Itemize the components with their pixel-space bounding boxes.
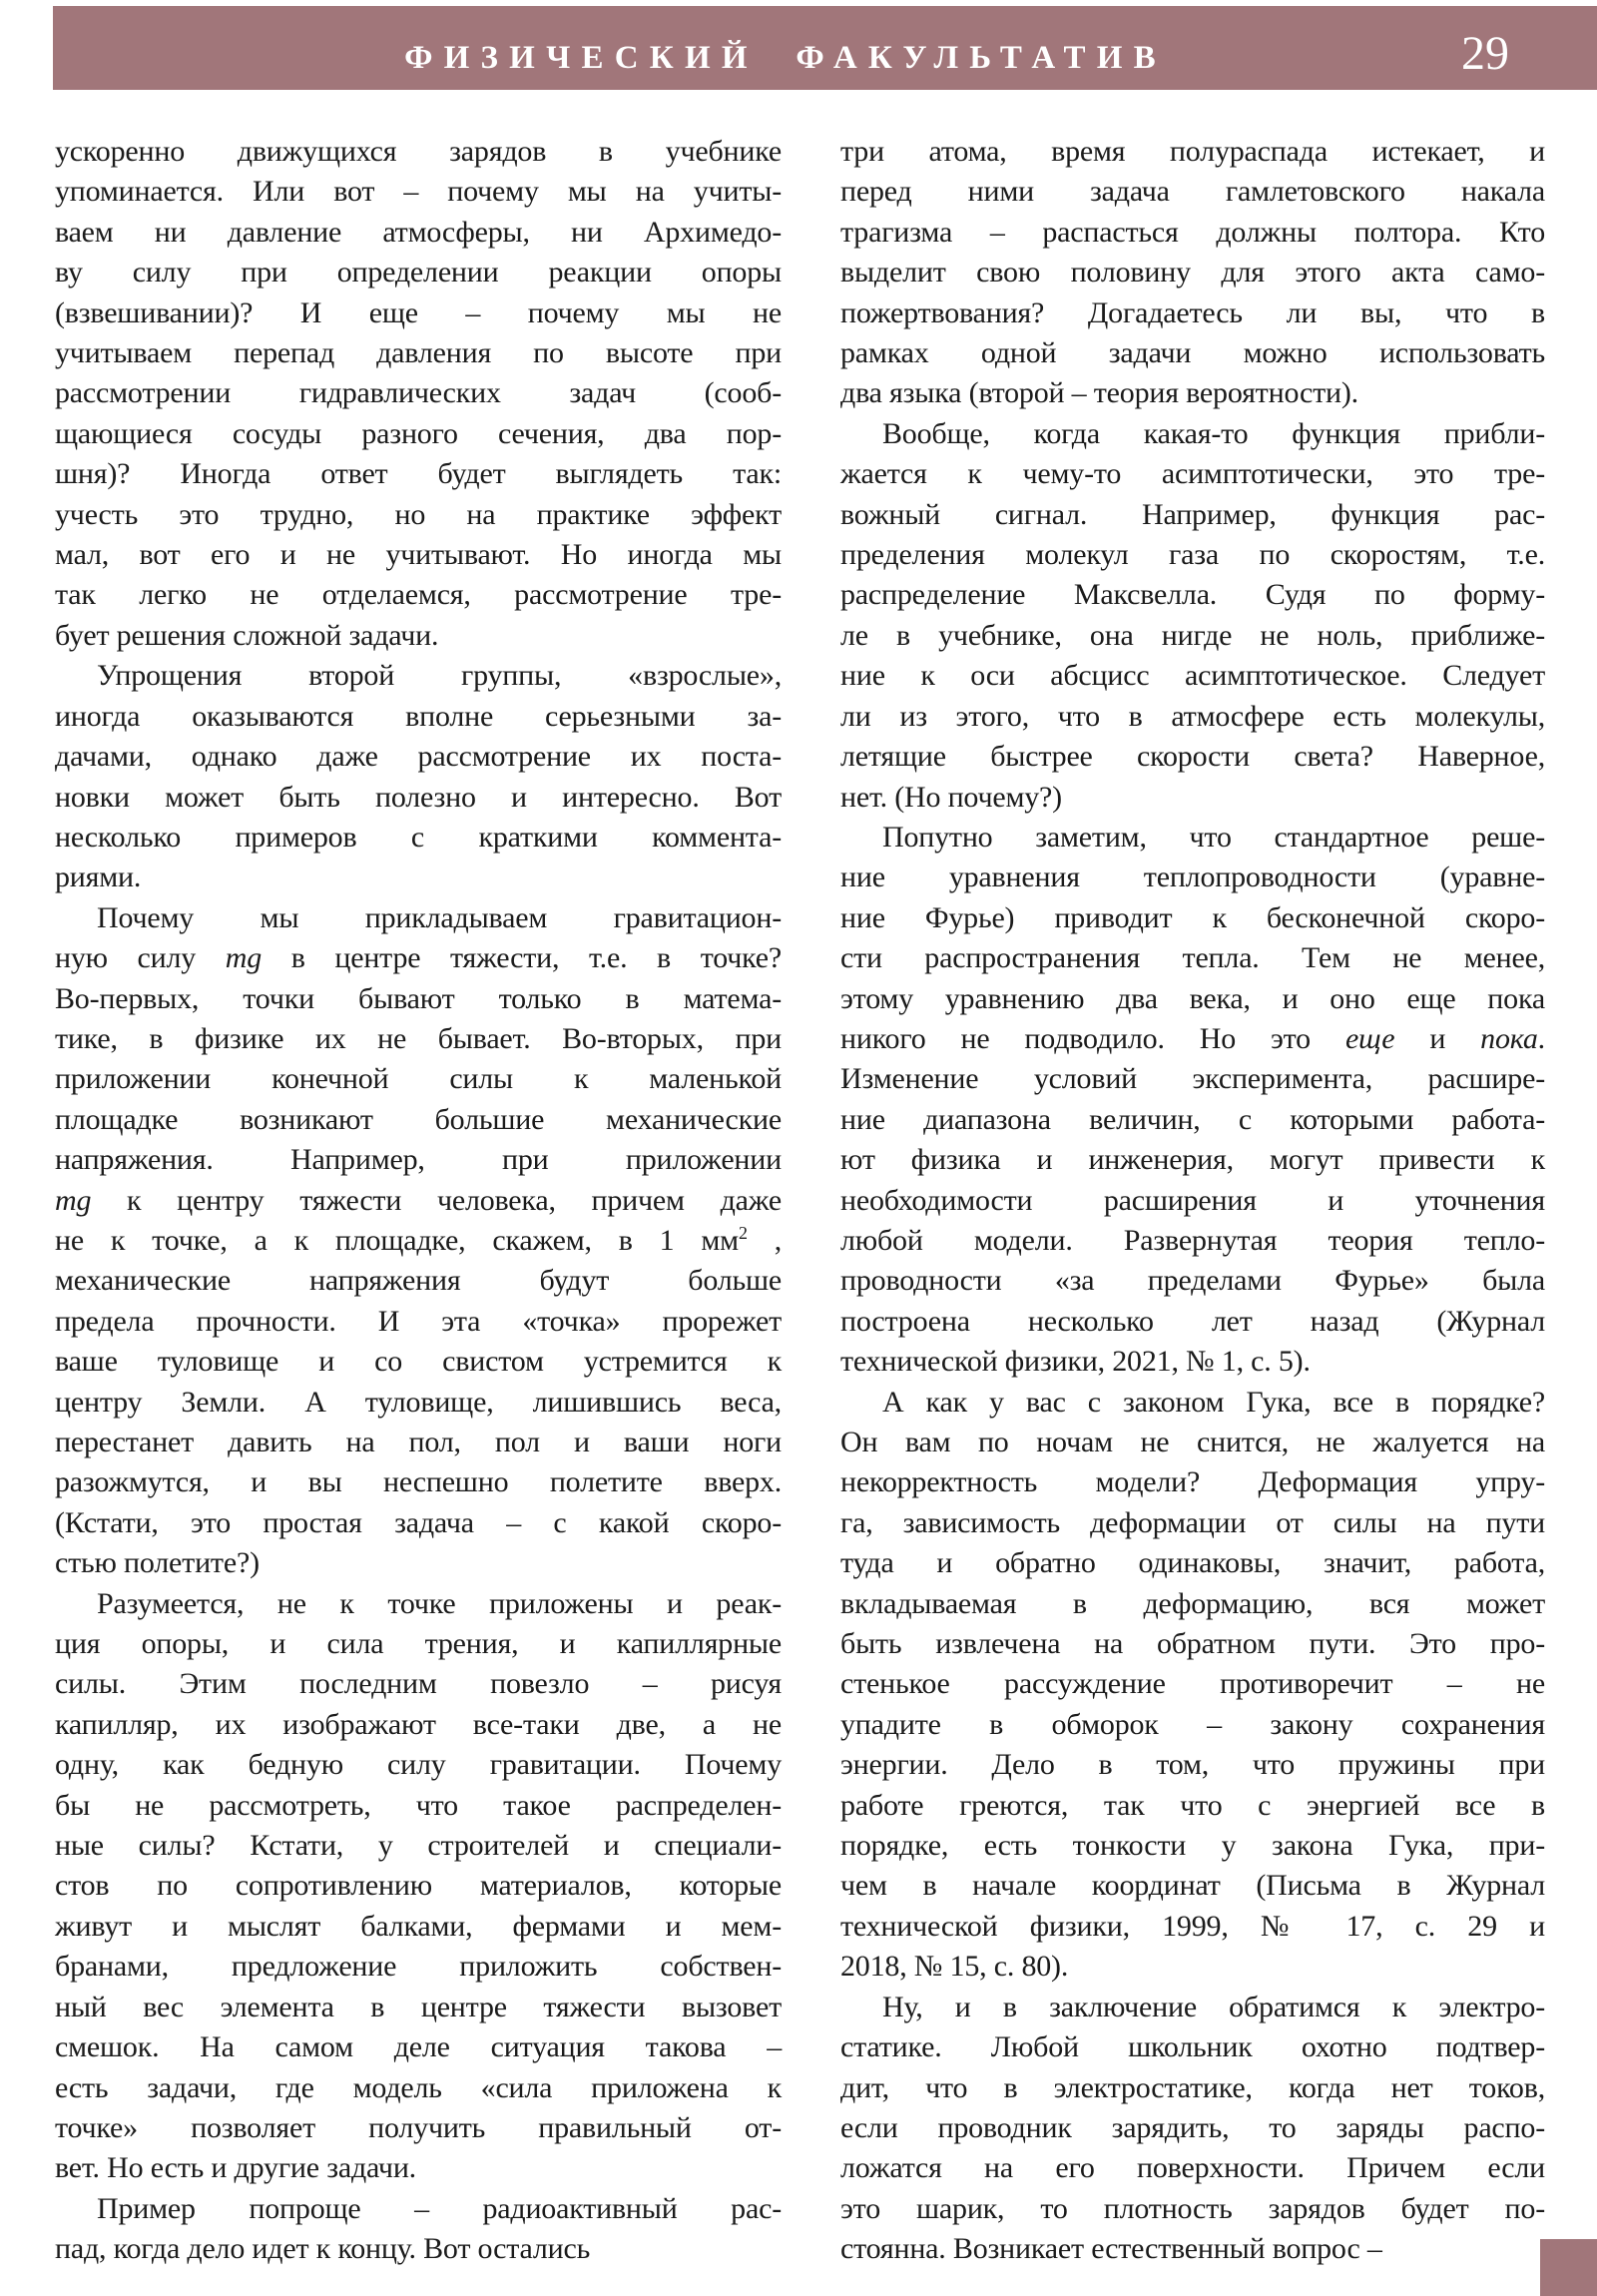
- text-line: три атома, время полураспада истекает, и: [840, 135, 1545, 168]
- text-line: ную силу mg в центре тяжести, т.е. в точке?: [55, 941, 782, 975]
- text-line: ют физика и инженерия, могут привести к: [840, 1143, 1545, 1177]
- text-line: пожертвования? Догадаетесь ли вы, что в: [840, 295, 1545, 329]
- text-line: щающиеся сосуды разного сечения, два пор-: [55, 416, 782, 450]
- text-line: Во-первых, точки бывают только в матема-: [55, 981, 782, 1015]
- text-line: ваем ни давление атмосферы, ни Архимедо-: [55, 215, 782, 249]
- text-line: ние к оси абсцисс асимптотическое. Следует: [840, 659, 1545, 693]
- text-line: технической физики, 2021, № 1, с. 5).: [840, 1345, 1311, 1379]
- text-line: быть извлечена на обратном пути. Это про-: [840, 1627, 1545, 1661]
- text-line: Попутно заметим, что стандартное реше-: [882, 820, 1545, 854]
- text-line: статике. Любой школьник охотно подтвер-: [840, 2030, 1545, 2064]
- text-line: приложении конечной силы к маленькой: [55, 1062, 782, 1096]
- text-line: этому уравнению два века, и оно еще пока: [840, 981, 1545, 1015]
- text-line: технической физики, 1999, № 17, с. 29 и: [840, 1909, 1545, 1943]
- text-line: ные силы? Кстати, у строителей и специали-: [55, 1829, 782, 1863]
- text-line: одну, как бедную силу гравитации. Почему: [55, 1748, 782, 1782]
- text-line: площадке возникают большие механические: [55, 1102, 782, 1136]
- text-line: туда и обратно одинаковы, значит, работа,: [840, 1546, 1545, 1580]
- text-line: новки может быть полезно и интересно. Вот: [55, 780, 782, 814]
- text-line: не к точке, а к площадке, скажем, в 1 $мм^2$ ,: [55, 1222, 783, 1257]
- text-line: смешок. На самом деле ситуация такова –: [55, 2030, 782, 2064]
- text-line: распределение Максвелла. Судя по форму-: [840, 578, 1545, 612]
- text-line: ву силу при определении реакции опоры: [55, 256, 782, 289]
- text-line: вкладываемая в деформацию, вся может: [840, 1586, 1545, 1620]
- text-line: учесть это трудно, но на практике эффект: [55, 497, 782, 531]
- text-line: два языка (второй – теория вероятности).: [840, 376, 1358, 410]
- text-line: жается к чему-то асимптотически, это тре-: [840, 457, 1545, 491]
- text-line: капилляр, их изображают все-таки две, а не: [55, 1707, 782, 1741]
- text-line: бует решения сложной задачи.: [55, 618, 439, 652]
- text-line: вет. Но есть и другие задачи.: [55, 2151, 416, 2185]
- text-line: ли из этого, что в атмосфере есть молекулы,: [840, 699, 1545, 733]
- text-line: 2018, № 15, с. 80).: [840, 1950, 1069, 1984]
- text-line: сти распространения тепла. Тем не менее,: [840, 941, 1545, 975]
- text-line: никого не подводило. Но это еще и пока.: [840, 1021, 1545, 1055]
- text-line: любой модели. Развернутая теория тепло-: [840, 1223, 1545, 1257]
- text-line: дит, что в электростатике, когда нет токов,: [840, 2070, 1545, 2104]
- text-line: Пример попроще – радиоактивный рас-: [97, 2191, 782, 2225]
- text-line: проводности «за пределами Фурье» была: [840, 1264, 1545, 1298]
- text-line: упоминается. Или вот – почему мы на учиты-: [55, 175, 782, 209]
- text-line: А как у вас с законом Гука, все в порядке?: [882, 1385, 1545, 1419]
- text-line: трагизма – распасться должны полтора. Кто: [840, 215, 1545, 249]
- text-line: энергии. Дело в том, что пружины при: [840, 1748, 1545, 1782]
- text-line: упадите в обморок – закону сохранения: [840, 1707, 1545, 1741]
- text-line: вожный сигнал. Например, функция рас-: [840, 497, 1545, 531]
- text-line: mg к центру тяжести человека, причем даже: [55, 1183, 782, 1217]
- text-line: га, зависимость деформации от силы на пути: [840, 1505, 1545, 1539]
- text-line: необходимости расширения и уточнения: [840, 1183, 1545, 1217]
- text-line: рамках одной задачи можно использовать: [840, 336, 1545, 370]
- text-line: Почему мы прикладываем гравитацион-: [97, 900, 782, 934]
- text-line: напряжения. Например, при приложении: [55, 1143, 782, 1177]
- text-line: ция опоры, и сила трения, и капиллярные: [55, 1627, 782, 1661]
- text-line: Он вам по ночам не снится, не жалуется на: [840, 1426, 1545, 1458]
- text-line: разожмутся, и вы неспешно полетите вверх.: [55, 1465, 782, 1499]
- text-line: стоянна. Возникает естественный вопрос –: [840, 2232, 1382, 2266]
- text-line: силы. Этим последним повезло – рисуя: [55, 1667, 782, 1701]
- right-text-column: [840, 132, 1545, 2270]
- text-line: нет. (Но почему?): [840, 780, 1062, 814]
- text-line: так легко не отделаемся, рассмотрение тре-: [55, 578, 782, 612]
- text-line: это шарик, то плотность зарядов будет по-: [840, 2191, 1545, 2225]
- text-line: мал, вот его и не учитывают. Но иногда мы: [55, 538, 782, 572]
- text-line: порядке, есть тонкости у закона Гука, при-: [840, 1829, 1545, 1863]
- text-line: стенькое рассуждение противоречит – не: [840, 1667, 1545, 1701]
- text-line: учитываем перепад давления по высоте при: [55, 336, 782, 370]
- text-line: ваше туловище и со свистом устремится к: [55, 1345, 782, 1379]
- text-line: живут и мыслят балками, фермами и мем-: [55, 1909, 782, 1943]
- text-line: пад, когда дело идет к концу. Вот остались: [55, 2232, 591, 2266]
- text-line: построена несколько лет назад (Журнал: [840, 1304, 1545, 1338]
- text-line: некорректность модели? Деформация упру-: [840, 1465, 1545, 1499]
- text-line: Вообще, когда какая-то функция прибли-: [882, 416, 1545, 450]
- corner-accent-block: [1540, 2239, 1597, 2296]
- text-line: бранами, предложение приложить собствен-: [55, 1950, 782, 1984]
- text-line: перестанет давить на пол, пол и ваши ноги: [55, 1426, 782, 1458]
- page-number: 29: [1461, 27, 1509, 80]
- text-line: механические напряжения будут больше: [55, 1264, 782, 1298]
- text-line: иногда оказываются вполне серьезными за-: [55, 699, 782, 733]
- text-line: ный вес элемента в центре тяжести вызовет: [55, 1990, 782, 2023]
- text-line: (взвешивании)? И еще – почему мы не: [55, 295, 782, 329]
- text-line: центру Земли. А туловище, лишившись веса,: [55, 1385, 782, 1419]
- text-line: пределения молекул газа по скоростям, т.е.: [840, 538, 1545, 572]
- text-line: Упрощения второй группы, «взрослые»,: [97, 659, 782, 693]
- text-line: предела прочности. И эта «точка» прорежет: [55, 1304, 782, 1338]
- text-line: Ну, и в заключение обратимся к электро-: [882, 1990, 1545, 2023]
- text-line: есть задачи, где модель «сила приложена к: [55, 2070, 782, 2104]
- text-line: Изменение условий эксперимента, расшире-: [840, 1062, 1545, 1096]
- text-line: тике, в физике их не бывает. Во-вторых, при: [55, 1021, 782, 1055]
- page-title: ФИЗИЧЕСКИЙ ФАКУЛЬТАТИВ: [404, 40, 1167, 76]
- text-line: работе греются, так что с энергией все в: [840, 1788, 1545, 1822]
- text-line: летящие быстрее скорости света? Наверное,: [840, 740, 1545, 774]
- text-line: ние Фурье) приводит к бесконечной скоро-: [840, 900, 1545, 934]
- text-line: шня)? Иногда ответ будет выглядеть так:: [55, 457, 782, 491]
- text-line: выделит свою половину для этого акта само-: [840, 256, 1545, 289]
- text-line: перед ними задача гамлетовского накала: [840, 175, 1545, 209]
- text-line: чем в начале координат (Письма в Журнал: [840, 1869, 1545, 1903]
- header-title-wrap: [0, 40, 1571, 77]
- text-line: если проводник зарядить, то заряды распо-: [840, 2110, 1545, 2144]
- text-line: бы не рассмотреть, что такое распределен-: [55, 1788, 782, 1822]
- text-line: Разумеется, не к точке приложены и реак-: [97, 1586, 782, 1620]
- text-line: несколько примеров с краткими коммента-: [55, 820, 782, 854]
- text-line: ле в учебнике, она нигде не ноль, приближе-: [840, 618, 1545, 652]
- text-line: дачами, однако даже рассмотрение их поста-: [55, 740, 782, 774]
- text-line: ние диапазона величин, с которыми работа-: [840, 1102, 1545, 1136]
- left-text-column: [55, 132, 782, 2270]
- text-line: ложатся на его поверхности. Причем если: [840, 2151, 1545, 2185]
- text-line: стов по сопротивлению материалов, которые: [55, 1869, 782, 1903]
- text-line: (Кстати, это простая задача – с какой скоро-: [55, 1505, 782, 1539]
- text-line: точке» позволяет получить правильный от-: [55, 2110, 782, 2144]
- text-line: риями.: [55, 861, 142, 894]
- text-line: ние уравнения теплопроводности (уравне-: [840, 861, 1545, 894]
- text-line: ускоренно движущихся зарядов в учебнике: [55, 135, 782, 168]
- text-line: рассмотрении гидравлических задач (сооб-: [55, 376, 782, 410]
- text-line: стью полетите?): [55, 1546, 260, 1580]
